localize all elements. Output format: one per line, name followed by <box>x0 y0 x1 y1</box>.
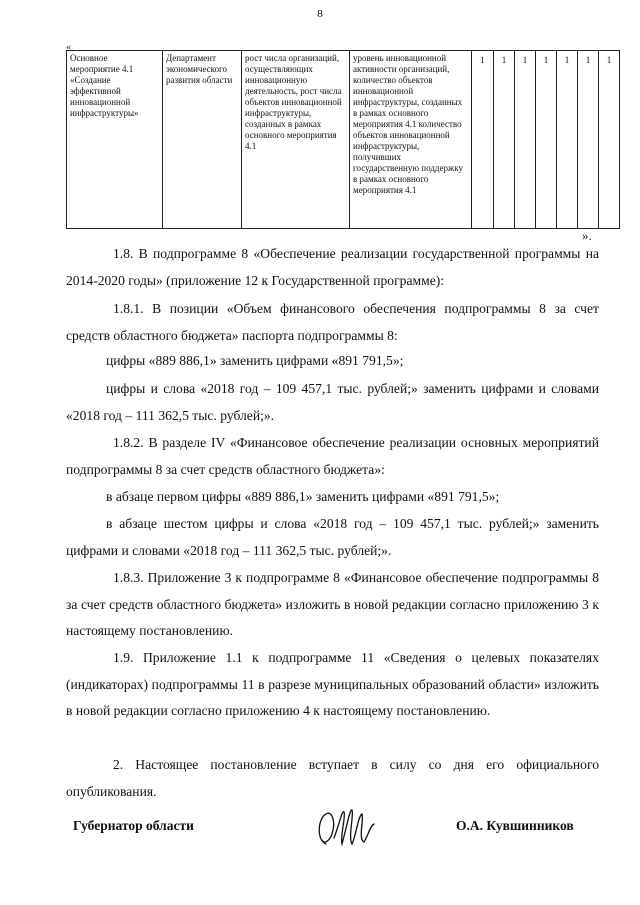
value-cell: 1 <box>599 51 620 229</box>
handwritten-signature <box>312 800 382 856</box>
signer-position: Губернатор области <box>73 818 194 833</box>
paragraph-1-8-3: 1.8.3. Приложение 3 к подпрограмме 8 «Финансовое обеспечение подпрограммы 8 за счет средств областного бюджета» изложить в новой редакции согласно приложению 3 к настоящему постановлению. <box>66 570 599 638</box>
page-number: 8 <box>317 8 323 20</box>
body-text <box>66 645 599 725</box>
paragraph-1-8-1: 1.8.1. В позиции «Объем финансового обеспечения подпрограммы 8 за счет средств областного бюджета» паспорта подпрограммы 8: <box>66 301 599 343</box>
indicators-table <box>66 50 620 229</box>
body-text <box>66 484 599 511</box>
signer-name: О.А. Кувшинников <box>456 818 574 833</box>
activity-cell: Основное мероприятие 4.1 «Создание эффективной инновационной инфраструктуры» <box>67 51 163 229</box>
body-text <box>66 348 599 375</box>
value-cell: 1 <box>557 51 578 229</box>
body-text <box>66 430 599 483</box>
body-text <box>66 241 599 294</box>
body-text <box>66 511 599 564</box>
indicator-cell: уровень инновационной активности организаций, количество объектов инновационной инфраструктуры, созданных в рамках основного мероприятия 4.1 количество объектов инновационной инфраструктуры, получивших государственную поддержку в рамках основного мероприятия 4.1 <box>350 51 472 229</box>
paragraph-1-8-2: 1.8.2. В разделе IV «Финансовое обеспечение реализации основных мероприятий подпрограммы 8 за счет средств областного бюджета»: <box>66 435 599 477</box>
executor-cell: Департамент экономического развития области <box>163 51 242 229</box>
value-cell: 1 <box>536 51 557 229</box>
paragraph-2: 2. Настоящее постановление вступает в силу со дня его официального опубликования. <box>66 757 599 799</box>
value-cell: 1 <box>494 51 515 229</box>
body-text <box>66 376 599 429</box>
paragraph-sixth-abzac: в абзаце шестом цифры и слова «2018 год – 109 457,1 тыс. рублей;» заменить цифрами и словами «2018 год – 111 362,5 тыс. рублей;». <box>66 516 599 558</box>
quote-close: ». <box>582 228 592 243</box>
value-cell: 1 <box>578 51 599 229</box>
result-cell: рост числа организаций, осуществляющих инновационную деятельность, рост числа объектов инновационной инфраструктуры, созданных в рамках основного мероприятия 4.1 <box>242 51 350 229</box>
body-text <box>66 752 599 805</box>
paragraph-1-9: 1.9. Приложение 1.1 к подпрограмме 11 «Сведения о целевых показателях (индикаторах) подпрограммы 11 в разрезе муниципальных образований области» изложить в новой редакции согласно приложению 4 к настоящему постановлению. <box>66 650 599 718</box>
body-text <box>66 565 599 645</box>
table-row <box>67 51 620 229</box>
value-cell: 1 <box>472 51 494 229</box>
body-text <box>66 296 599 349</box>
paragraph-first-abzac: в абзаце первом цифры «889 886,1» заменить цифрами «891 791,5»; <box>106 489 500 504</box>
paragraph-1-8: 1.8. В подпрограмме 8 «Обеспечение реализации государственной программы на 2014-2020 годы» (приложение 12 к Государственной программе): <box>66 246 599 288</box>
quote-open: « <box>66 42 71 53</box>
paragraph-digits-words: цифры и слова «2018 год – 109 457,1 тыс. рублей;» заменить цифрами и словами «2018 год – 111 362,5 тыс. рублей;». <box>66 381 599 423</box>
value-cell: 1 <box>515 51 536 229</box>
paragraph-digits: цифры «889 886,1» заменить цифрами «891 791,5»; <box>106 353 404 368</box>
